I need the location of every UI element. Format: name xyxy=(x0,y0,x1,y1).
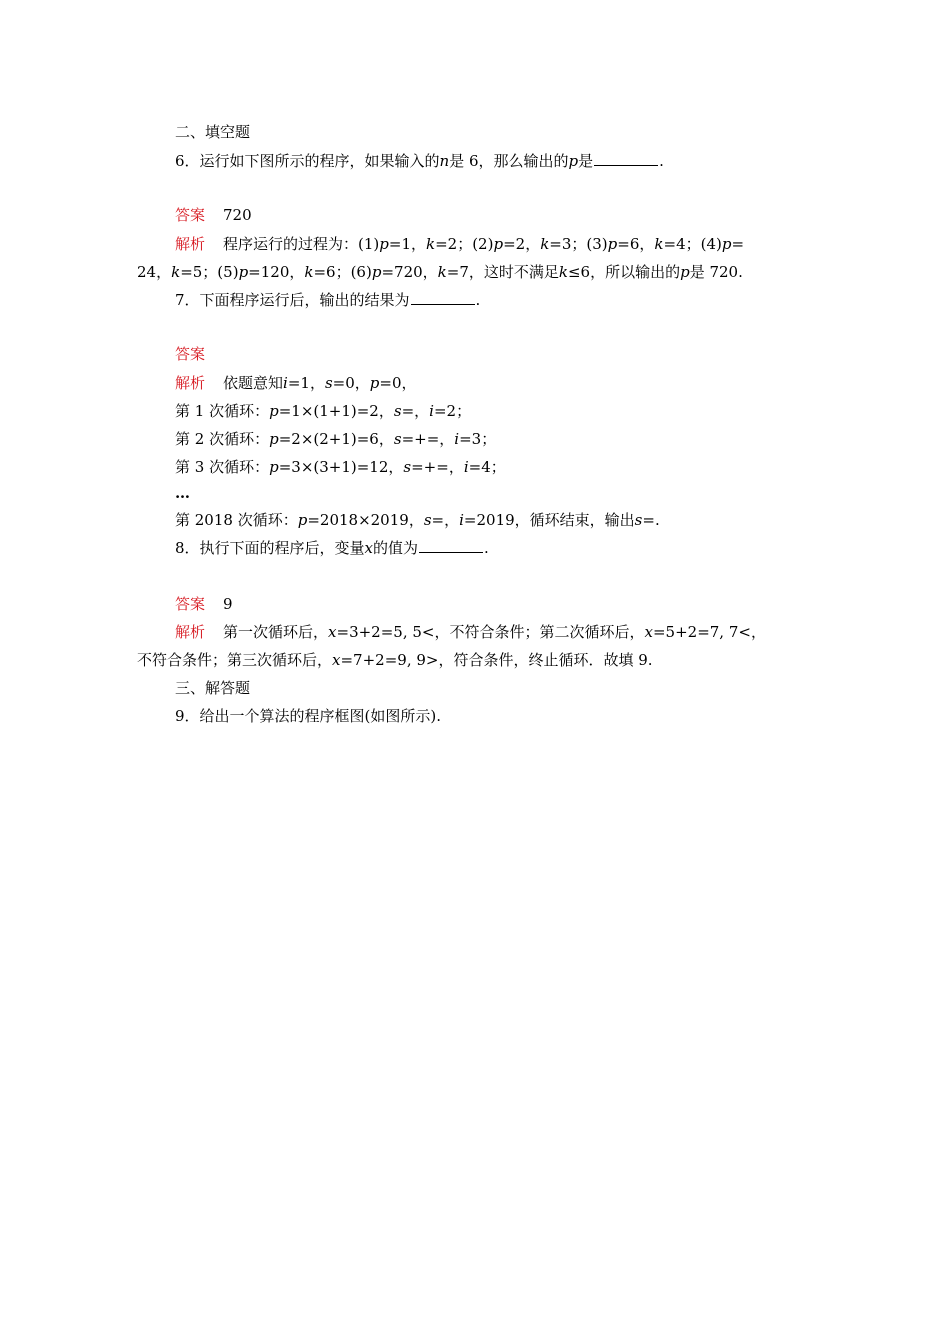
answer-7 xyxy=(175,344,205,364)
explanation-label: 解析 xyxy=(175,374,206,392)
ellipsis: … xyxy=(175,484,190,502)
answer-6 xyxy=(175,205,252,225)
answer-label: 答案 xyxy=(175,206,206,224)
explanation-7-loop-2018: 第 2018 次循环：p=2018×2019，s=，i=2019，循环结束，输出s=. xyxy=(175,511,660,529)
answer-value: 9 xyxy=(223,595,233,613)
explanation-label: 解析 xyxy=(175,235,206,253)
question-8: 8．执行下面的程序后，变量x的值为 . xyxy=(175,539,489,557)
question-7: 7．下面程序运行后，输出的结果为 . xyxy=(175,291,481,309)
question-6: 6．运行如下图所示的程序，如果输入的n是 6，那么输出的p是 . xyxy=(175,152,664,170)
explanation-label: 解析 xyxy=(175,623,206,641)
explanation-7-loop-3: 第 3 次循环：p=3×(3+1)=12，s=+=，i=4； xyxy=(175,458,506,476)
section-heading-solve: 三、解答题 xyxy=(175,679,251,697)
explanation-6-line-1: 解析 程序运行的过程为：(1)p=1，k=2；(2)p=2，k=3；(3)p=6，k=4；(4)p= xyxy=(175,235,745,253)
explanation-7-intro: 解析 依题意知i=1，s=0，p=0， xyxy=(175,374,417,392)
question-9: 9．给出一个算法的程序框图(如图所示). xyxy=(175,707,442,725)
answer-label: 答案 xyxy=(175,345,206,363)
section-heading-fill-blank: 二、填空题 xyxy=(175,123,251,141)
explanation-6-line-2: 24，k=5；(5)p=120，k=6；(6)p=720，k=7，这时不满足k≤6，所以输出的p是 720. xyxy=(137,263,743,281)
answer-label: 答案 xyxy=(175,595,206,613)
explanation-7-loop-2: 第 2 次循环：p=2×(2+1)=6，s=+=，i=3； xyxy=(175,430,497,448)
answer-blank xyxy=(594,151,658,166)
answer-blank xyxy=(411,290,475,305)
answer-blank xyxy=(419,538,483,553)
answer-8 xyxy=(175,594,233,614)
explanation-7-loop-1: 第 1 次循环：p=1×(1+1)=2，s=，i=2； xyxy=(175,402,472,420)
explanation-8-line-2: 不符合条件；第三次循环后，x=7+2=9, 9>，符合条件，终止循环．故填 9. xyxy=(137,651,653,669)
explanation-8-line-1: 解析 第一次循环后，x=3+2=5, 5<，不符合条件；第二次循环后，x=5+2=7, 7<， xyxy=(175,623,766,641)
answer-value: 720 xyxy=(223,206,252,224)
